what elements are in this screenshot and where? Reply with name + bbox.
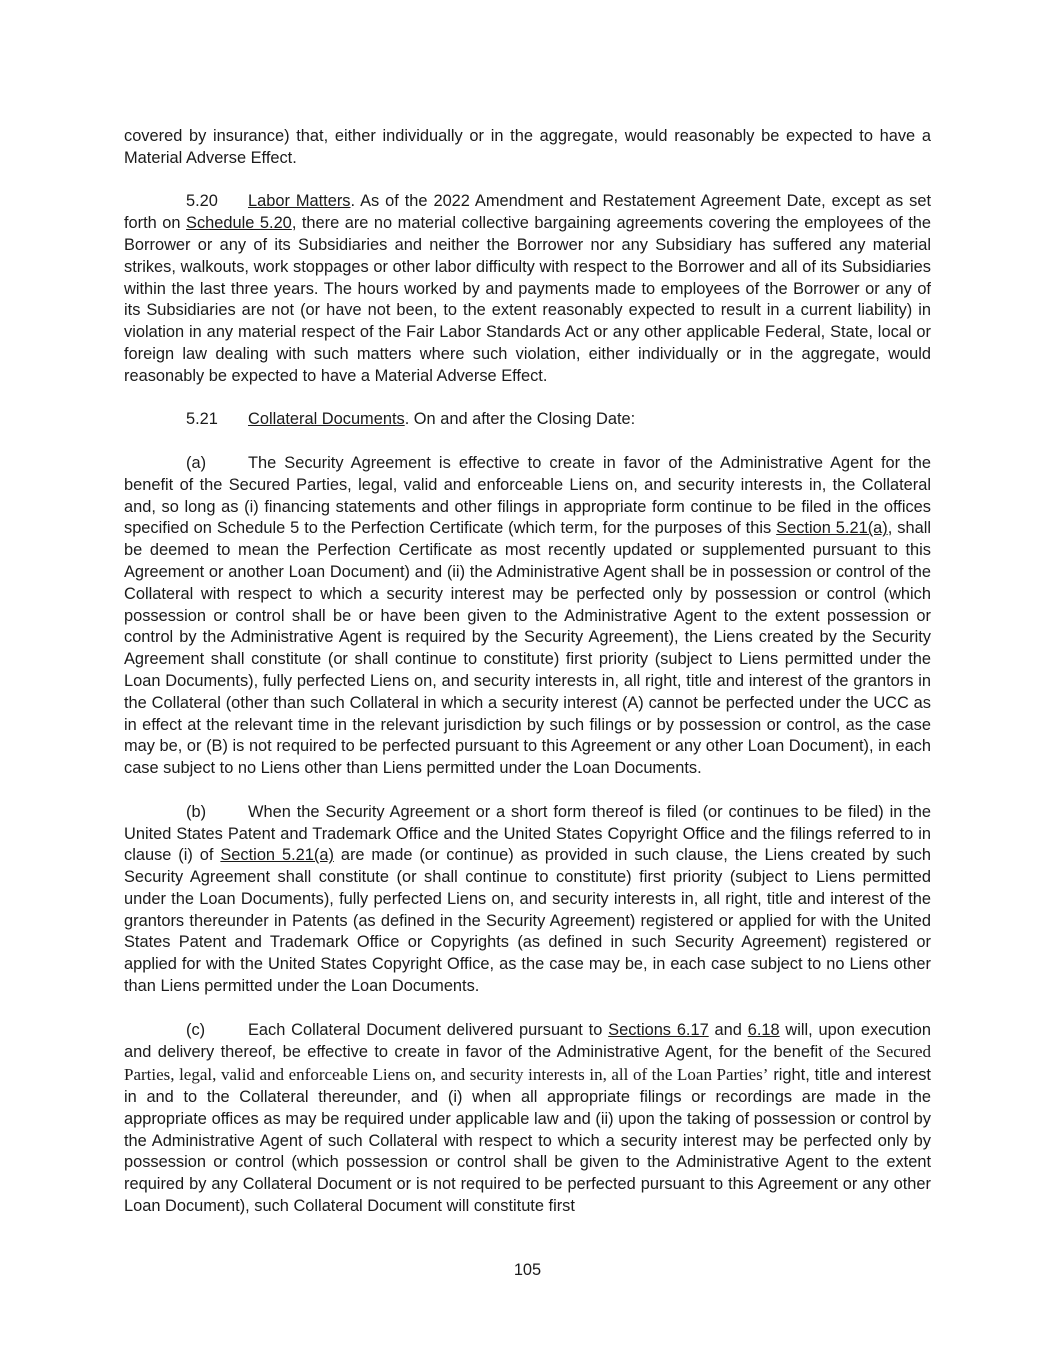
section-5-20	[124, 191, 931, 387]
clause-text-serif: of the Secured Parties, legal, valid and enforceable Liens on, and security interests in, all of the Loan Parties’	[124, 1042, 931, 1085]
clause-c	[124, 1020, 931, 1218]
section-reference: Section 5.21(a)	[776, 519, 888, 538]
section-text: . As of the 2022 Amendment and Restatement Agreement Date, except as set forth on	[124, 192, 931, 233]
page-number: 105	[513, 1261, 542, 1279]
section-text: , there are no material collective bargaining agreements covering the employees of the Borrower or any of its Subsidiaries and neither the Borrower nor any Subsidiary has suffered any material strikes, walkouts, work stoppages or other labor difficulty with respect to the Borrower and all of its Subsidiaries within the last three years. The hours worked by and payments made to employees of the Borrower or any of its Subsidiaries are not (or have not been, to the extent reasonably expected to result in a current liability) in violation in any material respect of the Fair Labor Standards Act or any other applicable Federal, State, local or foreign law dealing with such matters where such violation, either individually or in the aggregate, would reasonably be expected to have a Material Adverse Effect.	[124, 214, 931, 385]
section-number: 5.20	[186, 192, 218, 211]
clause-text: right, title and interest in and to the Collateral thereunder, and (i) when all appropriate filings or recordings are made in the appropriate offices as may be required under applicable law and (ii) upon the taking of possession or control by the Administrative Agent of such Collateral with respect to which a security interest may be perfected only by possession or control (which possession or control shall be given to the Administrative Agent to the extent required by any Collateral Document or is not required to be perfected pursuant to this Agreement or any other Loan Document), such Collateral Document will constitute first	[124, 1066, 931, 1216]
clause-text: will, upon execution and delivery thereof, be effective to create in favor of the Administrative Agent, for the benefit	[124, 1020, 931, 1062]
continuation-paragraph: covered by insurance) that, either individually or in the aggregate, would reasonably be expected to have a Material Adverse Effect.	[124, 127, 931, 167]
section-reference: Section 5.21(a)	[220, 846, 334, 865]
clause-text: When the Security Agreement or a short form thereof is filed (or continues to be filed) in the United States Patent and Trademark Office and the United States Copyright Office and the filings referred to in clause (i) of	[124, 802, 931, 865]
section-heading: Labor Matters	[248, 192, 351, 211]
section-heading: Collateral Documents	[248, 410, 405, 429]
section-number: 5.21	[186, 410, 218, 429]
clause-text: , shall be deemed to mean the Perfection Certificate as most recently updated or supplemented pursuant to this Agreement or another Loan Document) and (ii) the Administrative Agent shall be in possession or control of the Collateral with respect to which a security interest may be perfected only by possession or control (which possession or control shall be or have been given to the Administrative Agent to the extent possession or control by the Administrative Agent is required by the Security Agreement), the Liens created by the Security Agreement shall constitute (or shall continue to constitute) first priority (subject to Liens permitted under the Loan Documents), fully perfected Liens on, and security interests in, all right, title and interest of the grantors in the Collateral (other than such Collateral in which a security interest (A) cannot be perfected under the UCC as in effect at the relevant time in the relevant jurisdiction by such filings or by possession or control, as the case may be, or (B) is not required to be perfected pursuant to this Agreement or any other Loan Document), in each case subject to no Liens other than Liens permitted under the Loan Documents.	[124, 519, 931, 778]
clause-text: and	[708, 1020, 748, 1039]
schedule-reference: Schedule 5.20	[186, 214, 292, 233]
clause-a	[124, 453, 931, 780]
clause-text: are made (or continue) as provided in such clause, the Liens created by such Security Agreement shall constitute (or shall continue to constitute) first priority (subject to Liens permitted under the Loan Documents), fully perfected Liens on, and security interests in, all right, title and interest of the grantors thereunder in Patents (as defined in the Security Agreement) registered or applied for with the United States Patent and Trademark Office or Copyrights (as defined in such Security Agreement) registered or applied for with the United States Copyright Office, as the case may be, in each case subject to no Liens other than Liens permitted under the Loan Documents.	[124, 846, 931, 996]
section-5-21	[124, 409, 931, 431]
clause-label: (a)	[186, 453, 207, 472]
section-text: . On and after the Closing Date:	[404, 410, 636, 429]
clause-label: (c)	[186, 1020, 206, 1039]
clause-text: Each Collateral Document delivered pursuant to	[248, 1020, 609, 1039]
clause-text: The Security Agreement is effective to create in favor of the Administrative Agent for the benefit of the Secured Parties, legal, valid and enforceable Liens on, and security interests in, the Collateral and, so long as (i) financing statements and other filings in appropriate form continue to be filed in the offices specified on Schedule 5 to the Perfection Certificate (which term, for the purposes of this	[124, 453, 931, 538]
document-body	[124, 126, 931, 1240]
clause-b	[124, 802, 931, 998]
section-reference: Sections 6.17	[608, 1020, 709, 1039]
section-reference: 6.18	[747, 1020, 780, 1039]
clause-label: (b)	[186, 802, 207, 821]
